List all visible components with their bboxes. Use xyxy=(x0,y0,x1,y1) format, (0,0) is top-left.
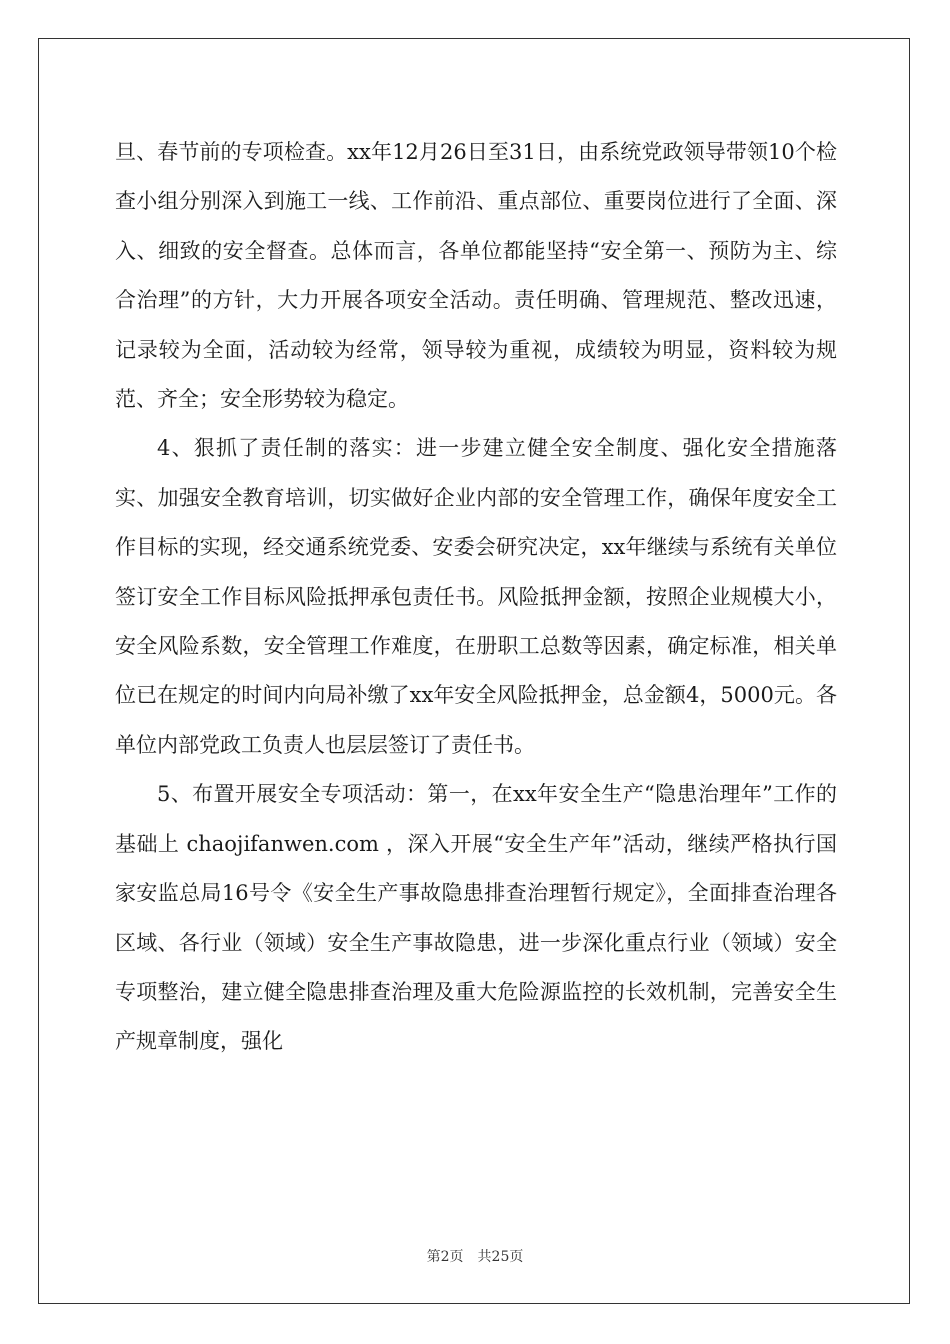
document-body xyxy=(115,128,837,1067)
page-footer xyxy=(0,1246,950,1266)
page-number-label: 第2页 共25页 xyxy=(426,1249,524,1265)
paragraph-2: 4、狠抓了责任制的落实：进一步建立健全安全制度、强化安全措施落实、加强安全教育培训，切实做好企业内部的安全管理工作，确保年度安全工作目标的实现，经交通系统党委、安委会研究决定，xx年继续与系统有关单位签订安全工作目标风险抵押承包责任书。风险抵押金额，按照企业规模大小，安全风险系数，安全管理工作难度，在册职工总数等因素，确定标准，相关单位已在规定的时间内向局补缴了xx年安全风险抵押金，总金额4，5000元。各单位内部党政工负责人也层层签订了责任书。 xyxy=(115,436,837,757)
paragraph-3: 5、布置开展安全专项活动：第一，在xx年安全生产“隐患治理年”工作的基础上 chaojifanwen.com ，深入开展“安全生产年”活动，继续严格执行国家安监总局16号令《安全生产事故隐患排查治理暂行规定》，全面排查治理各区域、各行业（领域）安全生产事故隐患，进一步深化重点行业（领域）安全专项整治，建立健全隐患排查治理及重大危险源监控的长效机制，完善安全生产规章制度，强化 xyxy=(115,782,837,1054)
paragraph-1: 旦、春节前的专项检查。xx年12月26日至31日，由系统党政领导带领10个检查小组分别深入到施工一线、工作前沿、重点部位、重要岗位进行了全面、深入、细致的安全督查。总体而言，各单位都能坚持“安全第一、预防为主、综合治理”的方针，大力开展各项安全活动。责任明确、管理规范、整改迅速，记录较为全面，活动较为经常，领导较为重视，成绩较为明显，资料较为规范、齐全；安全形势较为稳定。 xyxy=(115,140,837,412)
